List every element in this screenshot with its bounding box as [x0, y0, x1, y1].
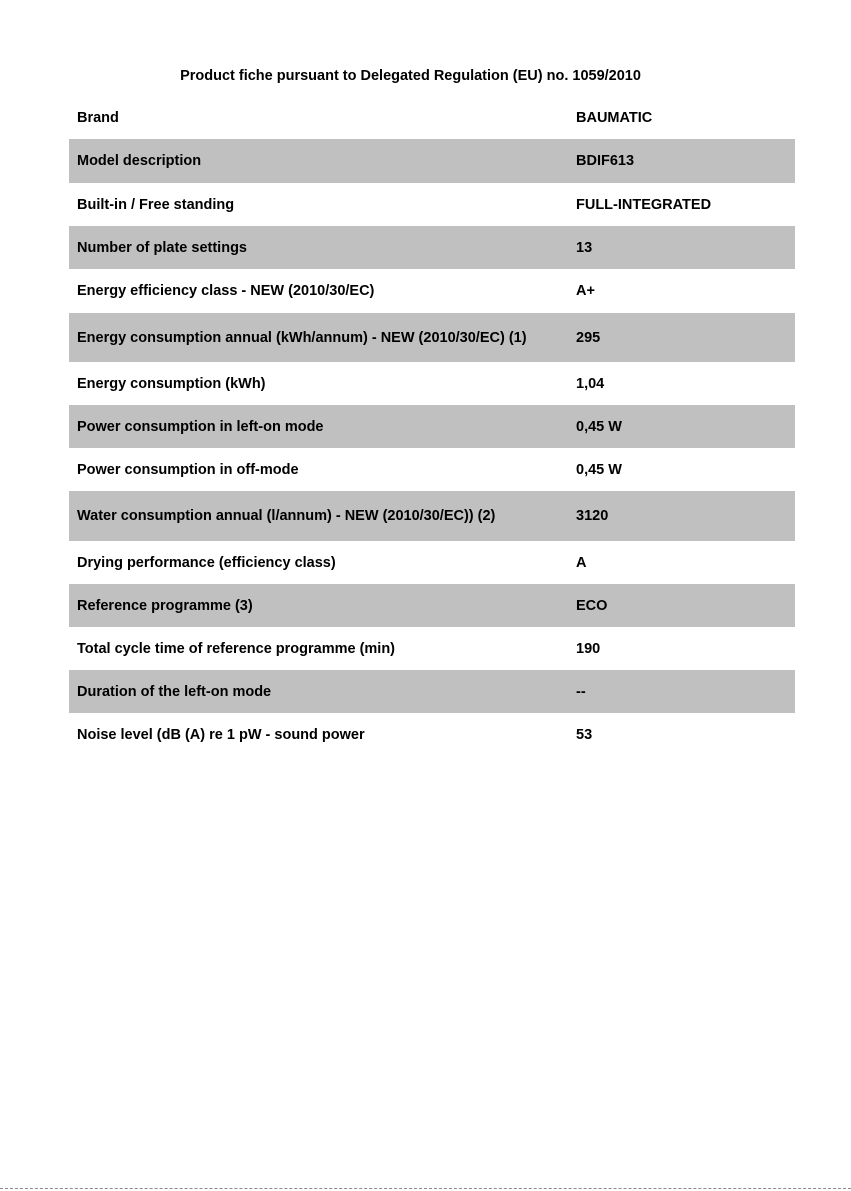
row-value: 0,45 W — [576, 461, 622, 478]
table-row-water-annual — [69, 491, 795, 541]
row-value: BDIF613 — [576, 153, 635, 169]
table-row-left-on-power — [69, 405, 795, 448]
row-label: Model description — [77, 153, 202, 169]
row-label: Noise level (dB (A) re 1 pW - sound power — [77, 726, 365, 743]
row-label: Brand — [77, 109, 119, 126]
page-bottom-rule — [0, 1188, 851, 1189]
row-value: ECO — [576, 597, 608, 614]
row-label: Energy consumption (kWh) — [77, 375, 266, 392]
table-row-energy-consumption — [69, 362, 795, 405]
row-value: A — [576, 554, 587, 571]
table-row-noise-level — [69, 713, 795, 756]
row-label: Duration of the left-on mode — [77, 683, 272, 700]
row-label: Energy efficiency class - NEW (2010/30/EC) — [77, 283, 375, 299]
table-row-cycle-time — [69, 627, 795, 670]
table-row-brand — [69, 96, 795, 139]
row-label: Built-in / Free standing — [77, 196, 235, 213]
row-value: 190 — [576, 640, 601, 657]
product-fiche-table — [69, 96, 795, 756]
row-label: Water consumption annual (l/annum) - NEW (2010/30/EC)) (2) — [77, 508, 496, 524]
table-row-drying-performance — [69, 541, 795, 584]
table-row-plate-settings — [69, 226, 795, 269]
row-label: Power consumption in off-mode — [77, 461, 299, 478]
page-title: Product fiche pursuant to Delegated Regulation (EU) no. 1059/2010 — [180, 68, 641, 84]
row-value: 295 — [576, 329, 601, 346]
row-value: A+ — [576, 283, 595, 299]
row-value: 3120 — [576, 508, 609, 524]
row-value: BAUMATIC — [576, 109, 653, 126]
table-row-off-mode-power — [69, 448, 795, 491]
row-value: -- — [576, 683, 586, 700]
row-label: Drying performance (efficiency class) — [77, 554, 336, 571]
row-label: Power consumption in left-on mode — [77, 418, 324, 435]
row-value: FULL-INTEGRATED — [576, 196, 712, 213]
table-row-energy-class — [69, 269, 795, 313]
row-label: Number of plate settings — [77, 239, 247, 256]
table-row-energy-annual — [69, 313, 795, 362]
table-row-reference-programme — [69, 584, 795, 627]
row-value: 1,04 — [576, 375, 605, 392]
row-value: 53 — [576, 726, 593, 743]
row-label: Energy consumption annual (kWh/annum) - NEW (2010/30/EC) (1) — [77, 329, 527, 346]
table-row-left-on-duration — [69, 670, 795, 713]
row-label: Total cycle time of reference programme (min) — [77, 640, 396, 657]
table-row-model-description — [69, 139, 795, 183]
row-value: 0,45 W — [576, 418, 622, 435]
row-value: 13 — [576, 239, 593, 256]
table-row-built-in — [69, 183, 795, 226]
row-label: Reference programme (3) — [77, 597, 253, 614]
